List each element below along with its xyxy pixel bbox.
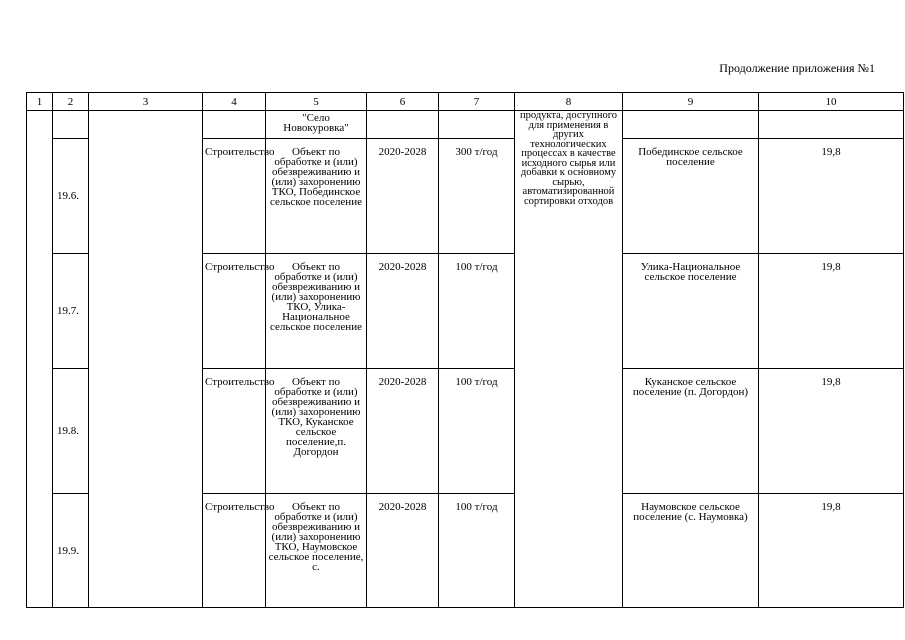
capacity-cell: 100 т/год <box>439 369 515 494</box>
header-cell: 3 <box>89 93 203 111</box>
row-number: 19.8. <box>53 369 89 494</box>
work-type-cell: Строительство <box>203 494 266 608</box>
work-type-cell: Строительство <box>203 139 266 254</box>
capacity-cell: 100 т/год <box>439 254 515 369</box>
settlement-cell: Наумовское сельское поселение (с. Наумовка) <box>623 494 759 608</box>
object-cell: Объект по обработке и (или) обезвреживанию и (или) захоронению ТКО, Куканское сельское поселение,п. Догордон <box>266 369 367 494</box>
row-number: 19.6. <box>53 139 89 254</box>
object-cell: "Село Новокуровка" <box>266 111 367 139</box>
header-cell: 6 <box>367 93 439 111</box>
object-cell: Объект по обработке и (или) обезвреживанию и (или) захоронению ТКО, Улика-Национальное сельское поселение <box>266 254 367 369</box>
period-cell: 2020-2028 <box>367 254 439 369</box>
empty-cell <box>53 111 89 139</box>
table-row <box>27 111 904 139</box>
empty-cell <box>759 111 904 139</box>
appendix-continuation-caption: Продолжение приложения №1 <box>719 61 875 75</box>
header-cell: 2 <box>53 93 89 111</box>
empty-cell <box>27 111 53 608</box>
empty-cell <box>623 111 759 139</box>
work-type-cell: Строительство <box>203 369 266 494</box>
period-cell: 2020-2028 <box>367 369 439 494</box>
empty-cell <box>367 111 439 139</box>
row-number: 19.9. <box>53 494 89 608</box>
settlement-cell: Улика-Национальное сельское поселение <box>623 254 759 369</box>
empty-cell <box>439 111 515 139</box>
header-cell: 1 <box>27 93 53 111</box>
row-number: 19.7. <box>53 254 89 369</box>
header-cell: 9 <box>623 93 759 111</box>
header-cell: 5 <box>266 93 367 111</box>
object-cell: Объект по обработке и (или) обезвреживанию и (или) захоронению ТКО, Наумовское сельское поселение, с. <box>266 494 367 608</box>
appendix-table <box>26 92 904 608</box>
period-cell: 2020-2028 <box>367 494 439 608</box>
settlement-cell: Побединское сельское поселение <box>623 139 759 254</box>
settlement-cell: Куканское сельское поселение (п. Догордон) <box>623 369 759 494</box>
header-cell: 7 <box>439 93 515 111</box>
header-cell: 4 <box>203 93 266 111</box>
period-cell: 2020-2028 <box>367 139 439 254</box>
empty-cell <box>89 111 203 608</box>
header-cell: 8 <box>515 93 623 111</box>
object-cell: Объект по обработке и (или) обезвреживанию и (или) захоронению ТКО, Побединское сельское поселение <box>266 139 367 254</box>
description-cell: продукта, доступного для применения в других технологических процессах в качестве исходного сырья или добавки к основному сырью, автоматизированной сортировки отходов <box>515 111 623 608</box>
value-cell: 19,8 <box>759 494 904 608</box>
capacity-cell: 100 т/год <box>439 494 515 608</box>
header-row <box>27 93 904 111</box>
value-cell: 19,8 <box>759 139 904 254</box>
work-type-cell: Строительство <box>203 254 266 369</box>
empty-cell <box>203 111 266 139</box>
value-cell: 19,8 <box>759 254 904 369</box>
capacity-cell: 300 т/год <box>439 139 515 254</box>
value-cell: 19,8 <box>759 369 904 494</box>
header-cell: 10 <box>759 93 904 111</box>
